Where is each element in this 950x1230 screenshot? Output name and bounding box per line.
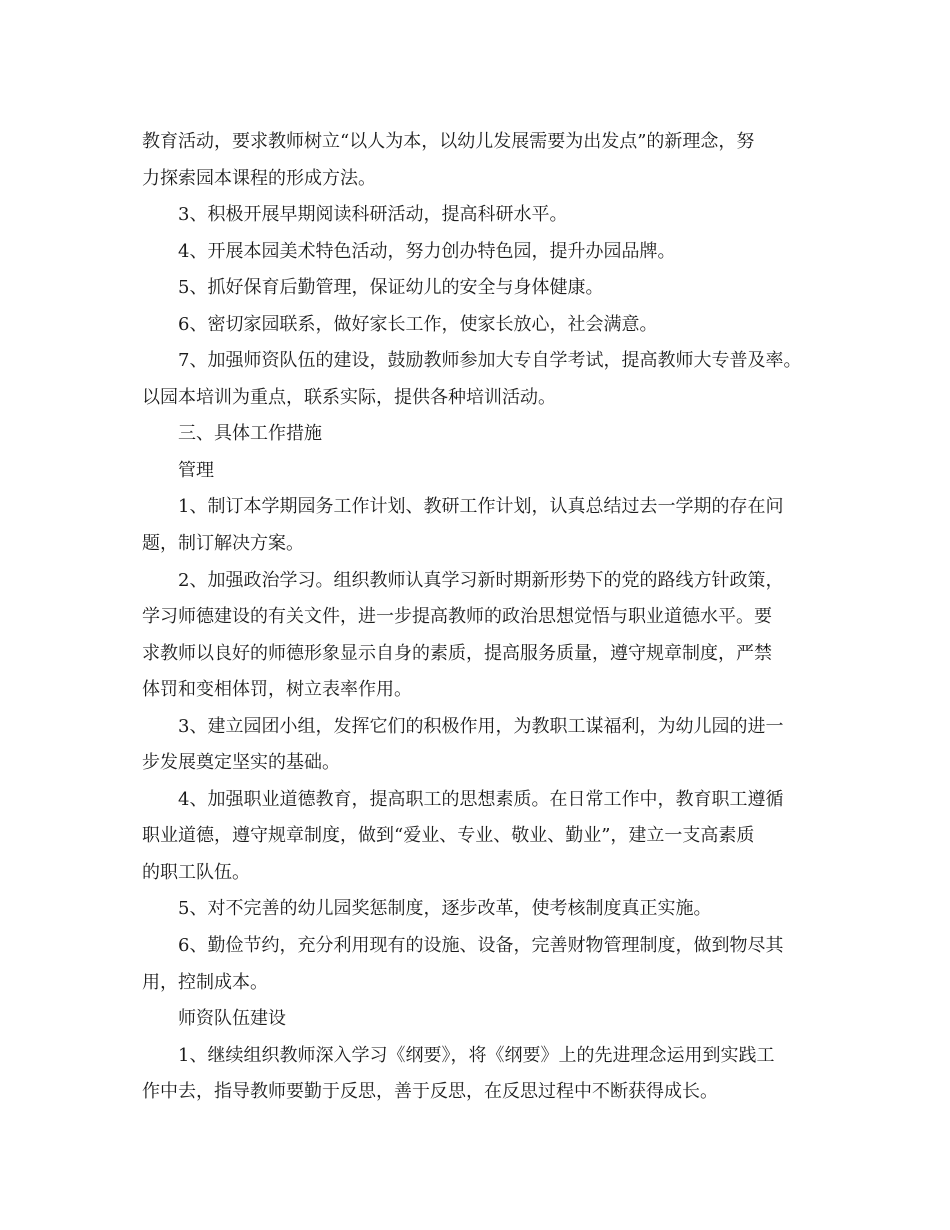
- subheading-teacher-team: 师资队伍建设: [178, 1008, 286, 1030]
- text-line-20: 职业道德，遵守规章制度，做到“爱业、专业、敬业、勤业”，建立一支高素质: [142, 825, 755, 847]
- text-line-7: 7、加强师资队伍的建设，鼓励教师参加大专自学考试，提高教师大专普及率。: [178, 350, 802, 372]
- text-line-22: 5、对不完善的幼儿园奖惩制度，逐步改革，使考核制度真正实施。: [178, 898, 712, 920]
- text-line-23: 6、勤俭节约，充分利用现有的设施、设备，完善财物管理制度，做到物尽其: [178, 935, 784, 957]
- text-line-11: 1、制订本学期园务工作计划、教研工作计划，认真总结过去一学期的存在问: [178, 496, 784, 518]
- text-line-13: 2、加强政治学习。组织教师认真学习新时期新形势下的党的路线方针政策，: [178, 569, 784, 591]
- text-line-5: 5、抓好保育后勤管理，保证幼儿的安全与身体健康。: [178, 277, 604, 299]
- text-line-24: 用，控制成本。: [142, 971, 268, 993]
- text-line-14: 学习师德建设的有关文件，进一步提高教师的政治思想觉悟与职业道德水平。要: [142, 606, 772, 628]
- section-heading-measures: 三、具体工作措施: [178, 423, 322, 445]
- document-body: [142, 124, 842, 1111]
- text-line-27: 作中去，指导教师要勤于反思，善于反思，在反思过程中不断获得成长。: [142, 1081, 718, 1103]
- text-line-12: 题，制订解决方案。: [142, 533, 304, 555]
- text-line-17: 3、建立园团小组，发挥它们的积极作用，为教职工谋福利，为幼儿园的进一: [178, 715, 784, 737]
- subheading-management: 管理: [178, 459, 214, 481]
- text-line-8: 以园本培训为重点，联系实际，提供各种培训活动。: [142, 386, 556, 408]
- text-line-16: 体罚和变相体罚，树立表率作用。: [142, 679, 412, 701]
- text-line-18: 步发展奠定坚实的基础。: [142, 752, 340, 774]
- text-line-2: 力探索园本课程的形成方法。: [142, 167, 376, 189]
- text-line-3: 3、积极开展早期阅读科研活动，提高科研水平。: [178, 204, 568, 226]
- text-line-1: 教育活动，要求教师树立“以人为本，以幼儿发展需要为出发点”的新理念，努: [142, 131, 755, 152]
- text-line-6: 6、密切家园联系，做好家长工作，使家长放心，社会满意。: [178, 313, 658, 335]
- text-line-4: 4、开展本园美术特色活动，努力创办特色园，提升办园品牌。: [178, 240, 676, 262]
- text-line-21: 的职工队伍。: [142, 861, 250, 883]
- text-line-19: 4、加强职业道德教育，提高职工的思想素质。在日常工作中，教育职工遵循: [178, 788, 784, 810]
- text-line-26: 1、继续组织教师深入学习《纲要》，将《纲要》上的先进理念运用到实践工: [178, 1044, 775, 1066]
- text-line-15: 求教师以良好的师德形象显示自身的素质，提高服务质量，遵守规章制度，严禁: [142, 642, 772, 664]
